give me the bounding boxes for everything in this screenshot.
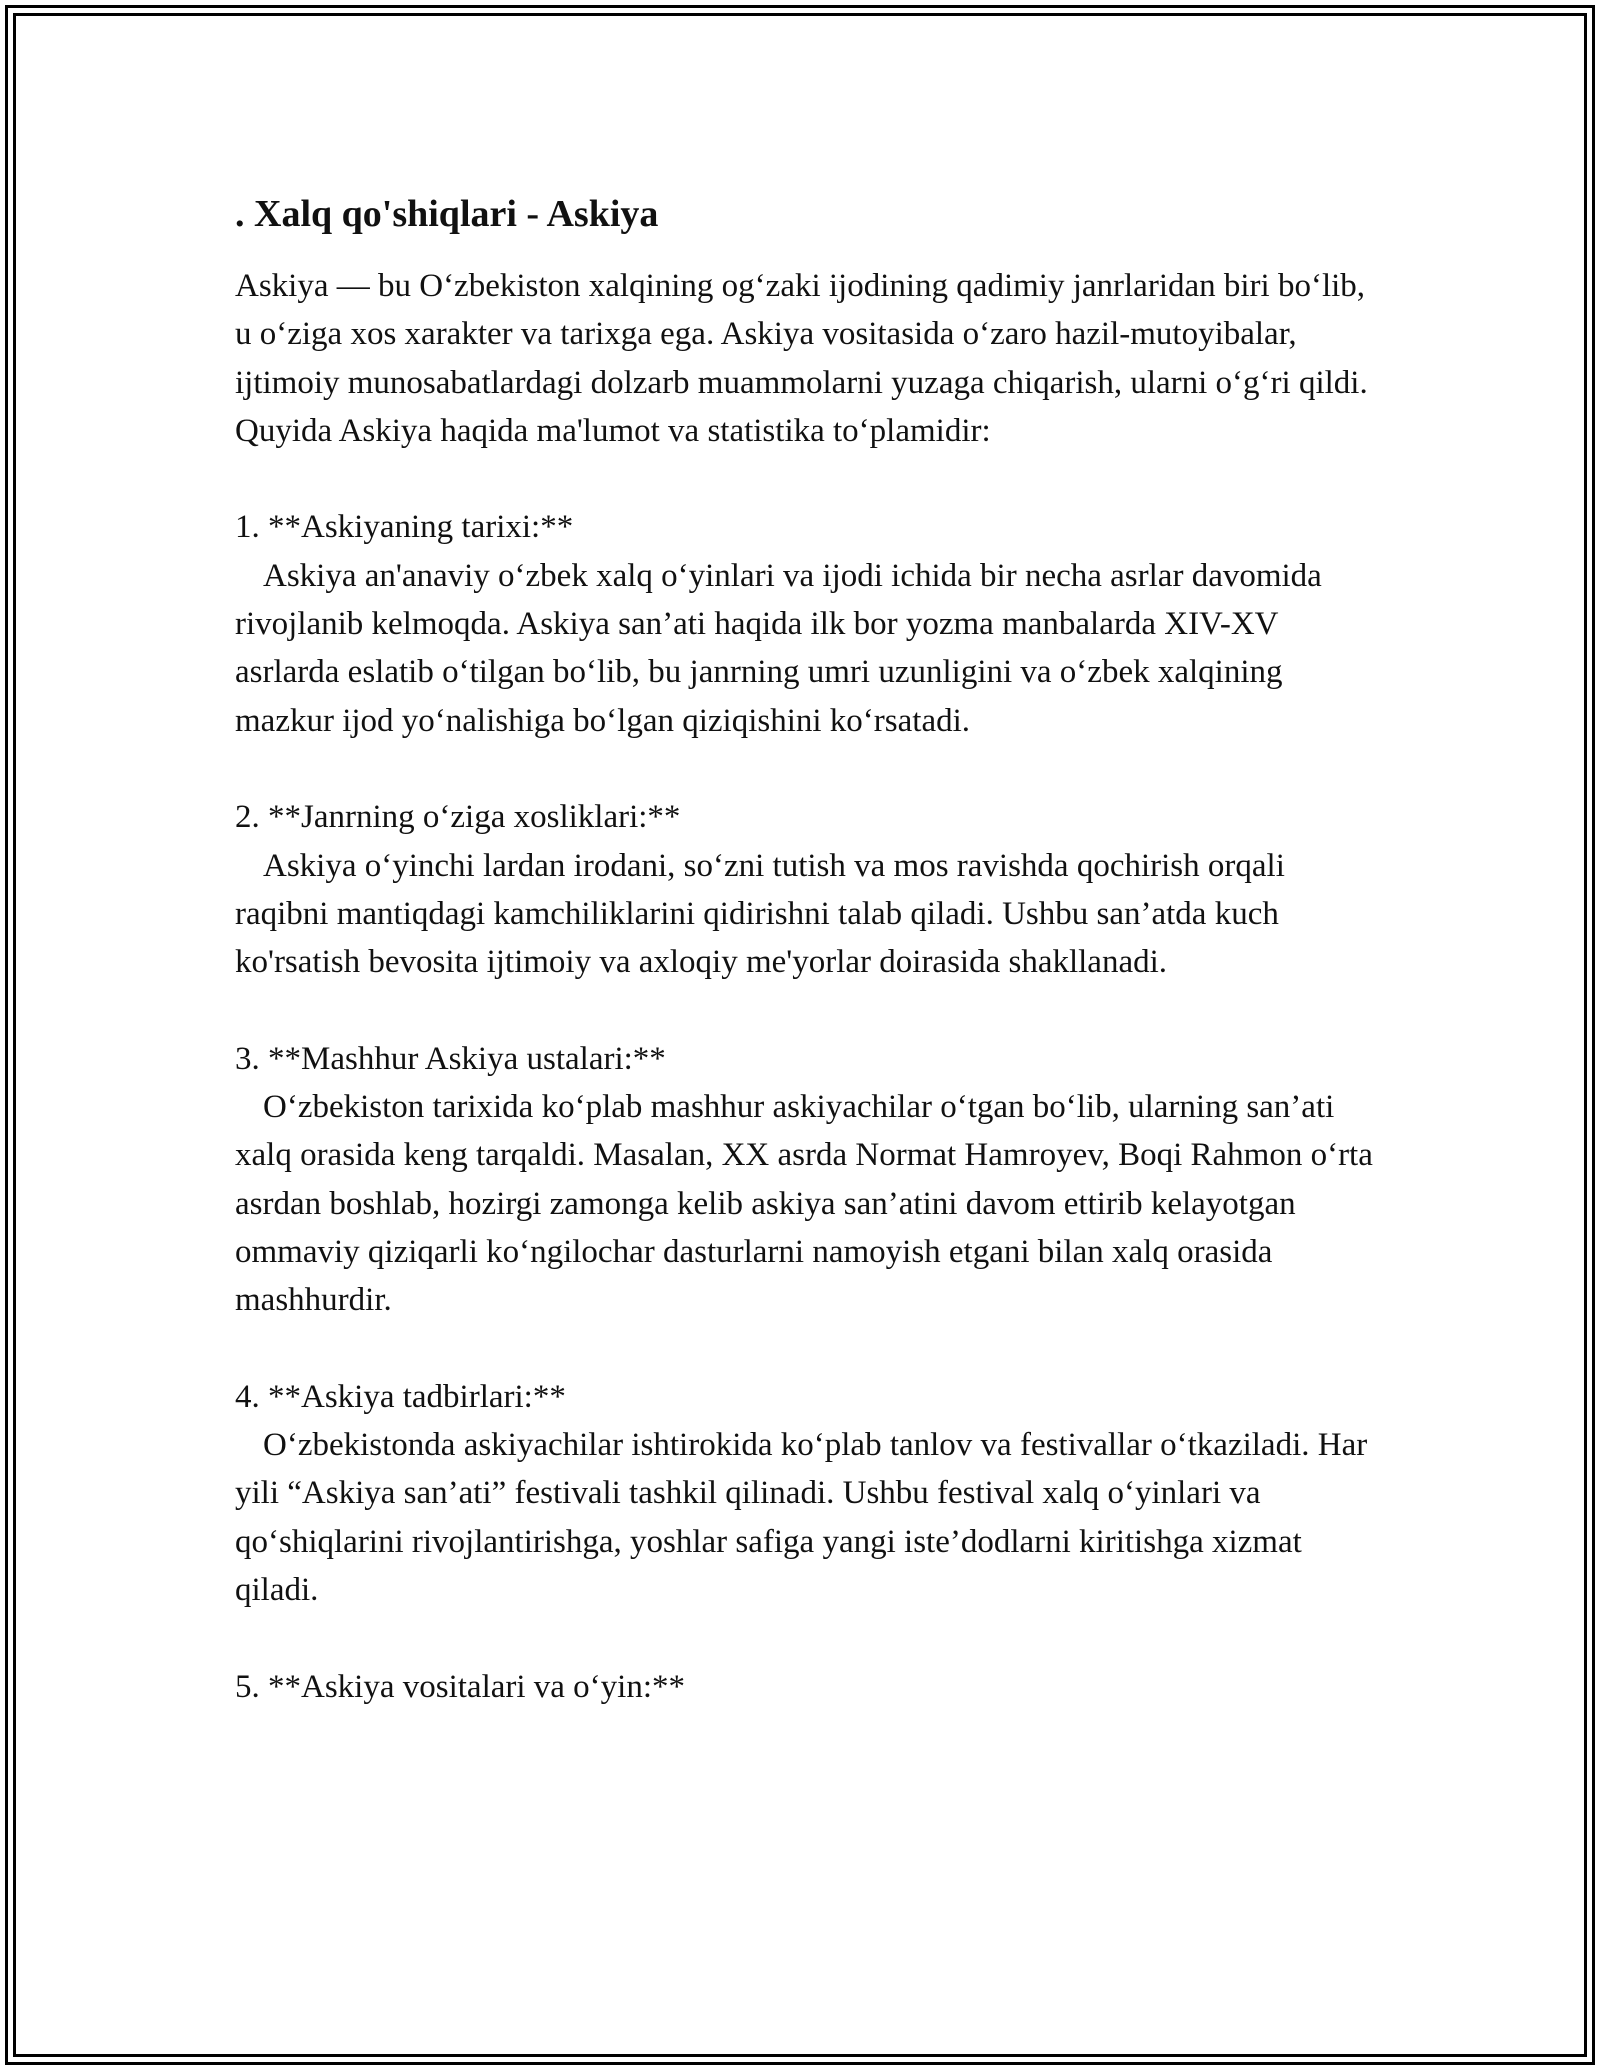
section-body: Askiya o‘yinchi lardan irodani, so‘zni tutish va mos ravishda qochirish orqali raqibni mantiqdagi kamchiliklarini qidirishni talab qiladi. Ushbu san’atda kuch ko'rsatish bevosita ijtimoiy va axloqiy me'yorlar doirasida shakllanadi.	[235, 847, 1285, 981]
section-heading: 2. **Janrning o‘ziga xosliklari:**	[235, 799, 681, 836]
section-heading: 1. **Askiyaning tarixi:**	[235, 509, 574, 546]
document-title: . Xalq qo'shiqlari - Askiya	[235, 193, 659, 235]
section-genre-features	[235, 793, 1385, 986]
document-body	[235, 188, 1385, 1711]
section-heading: 3. **Mashhur Askiya ustalari:**	[235, 1040, 666, 1077]
intro-paragraph: Askiya — bu O‘zbekiston xalqining og‘zaki ijodining qadimiy janrlaridan biri bo‘lib, u o‘ziga xos xarakter va tarixga ega. Askiya vositasida o‘zaro hazil-mutoyibalar, ijtimoiy munosabatlardagi dolzarb muammolarni yuzaga chiqarish, ularni o‘g‘ri qildi. Quyida Askiya haqida ma'lumot va statistika to‘plamidir:	[235, 268, 1368, 449]
section-body: O‘zbekiston tarixida ko‘plab mashhur askiyachilar o‘tgan bo‘lib, ularning san’ati xalq orasida keng tarqaldi. Masalan, XX asrda Normat Hamroyev, Boqi Rahmon o‘rta asrdan boshlab, hozirgi zamonga kelib askiya san’atini davom ettirib kelayotgan ommaviy qiziqarli ko‘ngilochar dasturlarni namoyish etgani bilan xalq orasida mashhurdir.	[235, 1089, 1373, 1319]
section-events	[235, 1373, 1385, 1614]
section-famous-masters	[235, 1035, 1385, 1325]
section-body: O‘zbekistonda askiyachilar ishtirokida ko‘plab tanlov va festivallar o‘tkaziladi. Har yili “Askiya san’ati” festivali tashkil qilinadi. Ushbu festival xalq o‘yinlari va qo‘shiqlarini rivojlantirishga, yoshlar safiga yangi iste’dodlarni kiritishga xizmat qiladi.	[235, 1427, 1368, 1609]
section-heading: 4. **Askiya tadbirlari:**	[235, 1378, 566, 1415]
section-tools-and-play	[235, 1663, 1385, 1711]
section-history	[235, 503, 1385, 744]
section-body: Askiya an'anaviy o‘zbek xalq o‘yinlari va ijodi ichida bir necha asrlar davomida rivojlanib kelmoqda. Askiya san’ati haqida ilk bor yozma manbalarda XIV-XV asrlarda eslatib o‘tilgan bo‘lib, bu janrning umri uzunligini va o‘zbek xalqining mazkur ijod yo‘nalishiga bo‘lgan qiziqishini ko‘rsatadi.	[235, 557, 1322, 739]
section-heading: 5. **Askiya vositalari va o‘yin:**	[235, 1668, 686, 1705]
